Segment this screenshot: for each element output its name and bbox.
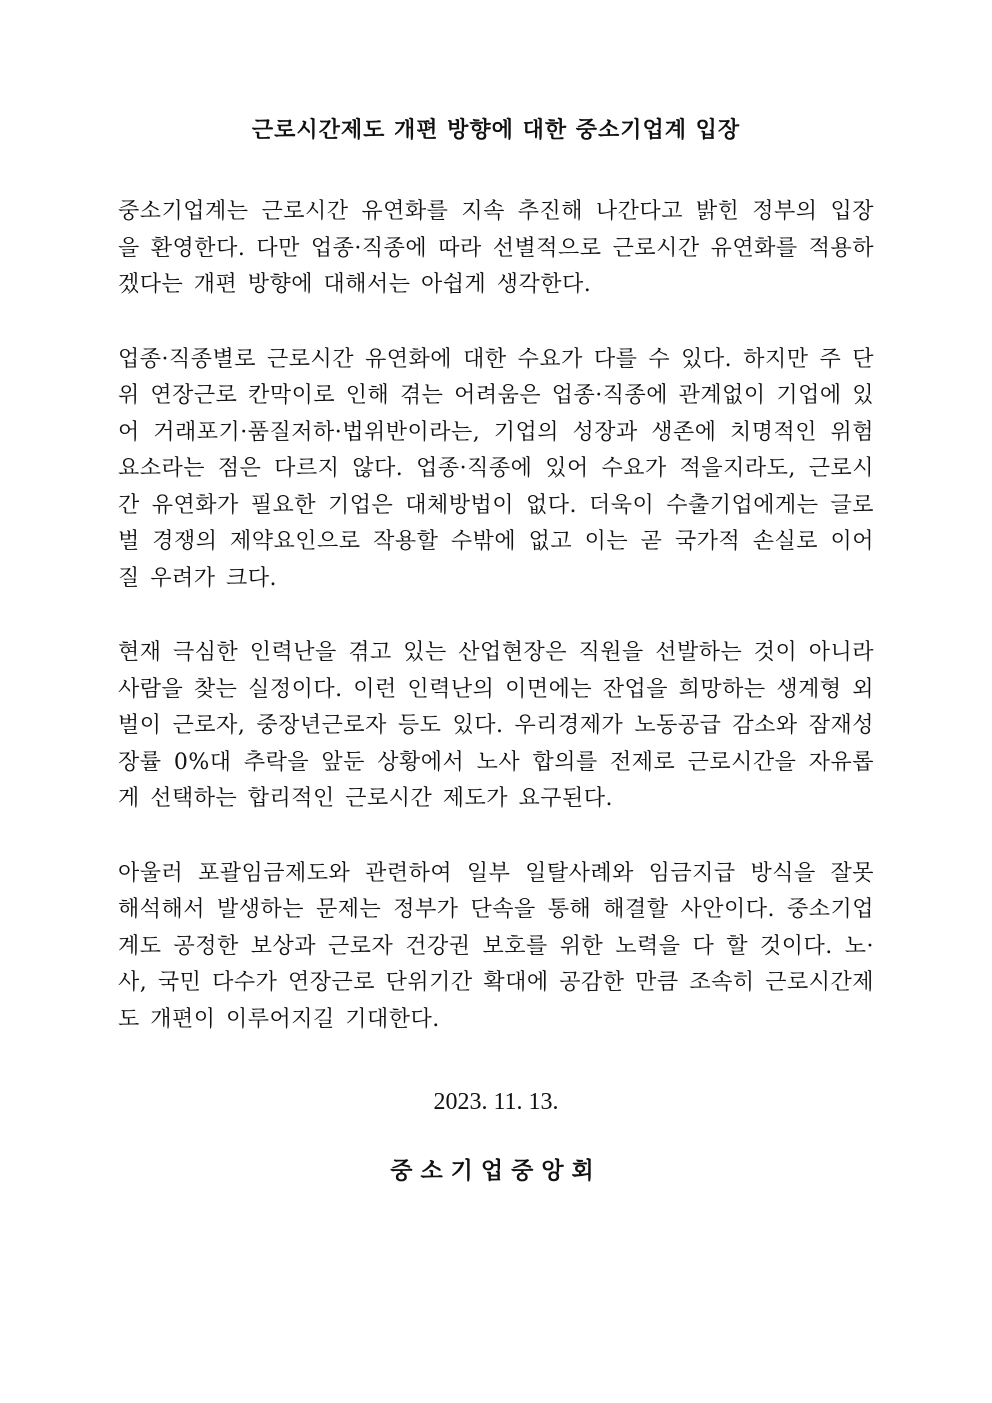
paragraph-4: 아울러 포괄임금제도와 관련하여 일부 일탈사례와 임금지급 방식을 잘못 해석해서 발생하는 문제는 정부가 단속을 통해 해결할 사안이다. 중소기업계도 공정한 보상과 근로자 건강권 보호를 위한 노력을 다 할 것이다. 노·사, 국민 다수가 연장근로 단위기간 확대에 공감한 만큼 조속히 근로시간제도 개편이 이루어지길 기대한다.	[118, 860, 874, 1032]
paragraph-1: 중소기업계는 근로시간 유연화를 지속 추진해 나간다고 밝힌 정부의 입장을 환영한다. 다만 업종·직종에 따라 선별적으로 근로시간 유연화를 적용하겠다는 개편 방향에 대해서는 아쉽게 생각한다.	[118, 199, 874, 297]
document-body	[118, 194, 874, 1076]
paragraph-2: 업종·직종별로 근로시간 유연화에 대한 수요가 다를 수 있다. 하지만 주 단위 연장근로 칸막이로 인해 겪는 어려움은 업종·직종에 관계없이 기업에 있어 거래포기·품질저하·법위반이라는, 기업의 성장과 생존에 치명적인 위험요소라는 점은 다르지 않다. 업종·직종에 있어 수요가 적을지라도, 근로시간 유연화가 필요한 기업은 대체방법이 없다. 더욱이 수출기업에게는 글로벌 경쟁의 제약요인으로 작용할 수밖에 없고 이는 곧 국가적 손실로 이어질 우려가 크다.	[118, 346, 874, 591]
issuing-organization: 중소기업중앙회	[390, 1157, 602, 1184]
document-date: 2023. 11. 13.	[433, 1089, 559, 1115]
document-title: 근로시간제도 개편 방향에 대한 중소기업계 입장	[251, 117, 741, 143]
paragraph-3: 현재 극심한 인력난을 겪고 있는 산업현장은 직원을 선발하는 것이 아니라 사람을 찾는 실정이다. 이런 인력난의 이면에는 잔업을 희망하는 생계형 외벌이 근로자, 중장년근로자 등도 있다. 우리경제가 노동공급 감소와 잠재성장률 0%대 추락을 앞둔 상황에서 노사 합의를 전제로 근로시간을 자유롭게 선택하는 합리적인 근로시간 제도가 요구된다.	[118, 640, 874, 811]
